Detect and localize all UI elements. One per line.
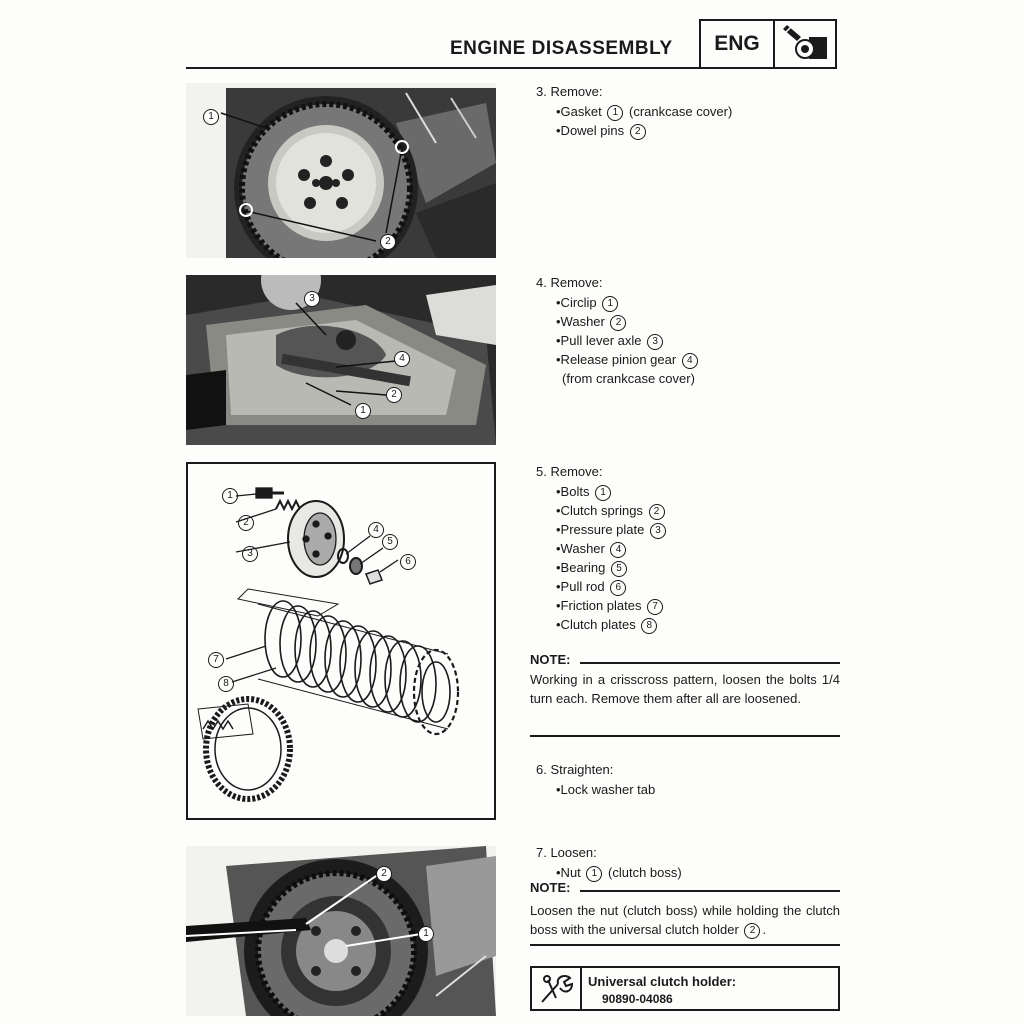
step-title: 3. Remove:	[536, 84, 603, 99]
list-item: •Friction plates 7	[536, 596, 668, 615]
list-item: •Gasket 1 (crankcase cover)	[556, 104, 733, 119]
photo-crankcase-cover	[186, 83, 496, 258]
photo-pull-lever	[186, 275, 496, 445]
step-title: 4. Remove:	[536, 275, 603, 290]
list-item: •Nut 1 (clutch boss)	[556, 865, 682, 880]
header-rule	[186, 67, 700, 69]
list-item: •Pull rod 6	[536, 577, 668, 596]
section-tab	[699, 19, 837, 69]
step-title: 7. Loosen:	[536, 845, 597, 860]
step-title: 6. Straighten:	[536, 762, 614, 777]
engine-wrench-icon	[775, 23, 835, 65]
list-item: •Lock washer tab	[556, 782, 656, 797]
callout-1: 1	[355, 403, 371, 419]
section-label: ENG	[701, 21, 775, 67]
callout-3: 3	[242, 546, 258, 562]
callout-4: 4	[394, 351, 410, 367]
list-item: •Bearing 5	[536, 558, 668, 577]
step-3	[536, 82, 732, 140]
tool-name: Universal clutch holder:	[588, 974, 737, 989]
wrench-tool-icon	[538, 972, 576, 1006]
note-text: Loosen the nut (clutch boss) while holding the clutch boss with the universal clutch holder 2 .	[530, 903, 840, 937]
step-7	[536, 843, 682, 882]
callout-8: 8	[218, 676, 234, 692]
step-title: 5. Remove:	[536, 464, 603, 479]
list-item: •Pull lever axle 3	[536, 331, 700, 350]
callout-5: 5	[382, 534, 398, 550]
list-item: •Bolts 1	[536, 482, 668, 501]
photo-clutch-boss	[186, 846, 496, 1016]
callout-1: 1	[203, 109, 219, 125]
step-6	[536, 760, 655, 799]
callout-4: 4	[368, 522, 384, 538]
list-item: •Washer 4	[536, 539, 668, 558]
clutch-exploded-diagram	[186, 462, 496, 820]
note-text: Working in a crisscross pattern, loosen the bolts 1/4 turn each. Remove them after all are loosened.	[530, 672, 840, 706]
callout-3: 3	[304, 291, 320, 307]
tool-separator	[580, 968, 582, 1009]
callout-2: 2	[376, 866, 392, 882]
list-item: •Dowel pins 2	[536, 121, 732, 140]
list-item: •Washer 2	[536, 312, 700, 331]
note-heading: NOTE:	[530, 652, 571, 667]
note-heading: NOTE:	[530, 880, 571, 895]
callout-1: 1	[418, 926, 434, 942]
callout-2: 2	[386, 387, 402, 403]
note-rule	[530, 944, 840, 946]
list-item: •Clutch plates 8	[536, 615, 668, 634]
list-item: •Circlip 1	[536, 293, 700, 312]
list-item: •Clutch springs 2	[536, 501, 668, 520]
note-rule	[530, 735, 840, 737]
list-item: •Pressure plate 3	[536, 520, 668, 539]
callout-6: 6	[400, 554, 416, 570]
callout-2: 2	[238, 515, 254, 531]
note-rule	[580, 662, 840, 664]
step-5	[536, 462, 668, 634]
list-item: •Release pinion gear 4	[536, 350, 700, 369]
callout-1: 1	[222, 488, 238, 504]
special-tool-box	[530, 966, 840, 1011]
note-rule	[580, 890, 840, 892]
page-title: ENGINE DISASSEMBLY	[450, 38, 673, 59]
callout-7: 7	[208, 652, 224, 668]
callout-2: 2	[380, 234, 396, 250]
list-item: (from crankcase cover)	[562, 371, 695, 386]
tool-number: 90890-04086	[602, 992, 673, 1006]
step-4	[536, 273, 700, 388]
